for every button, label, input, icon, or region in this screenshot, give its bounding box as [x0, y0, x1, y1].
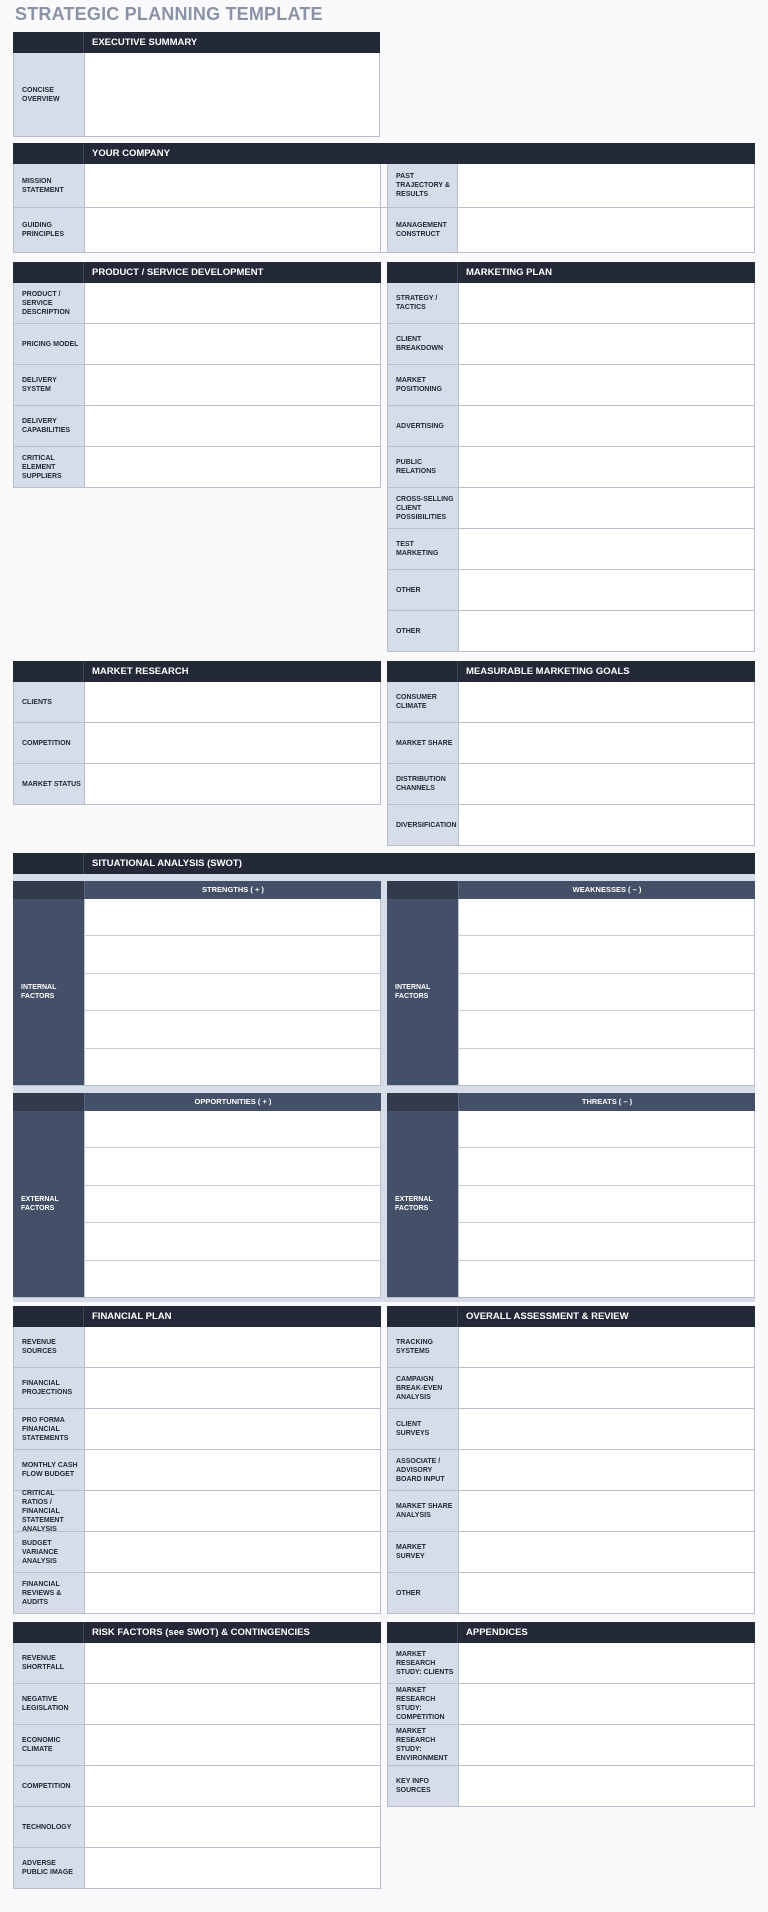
input-cell[interactable]	[459, 1766, 754, 1806]
row-label: MISSION STATEMENT	[14, 164, 85, 207]
input-cell[interactable]	[458, 208, 754, 252]
row-label: STRATEGY / TACTICS	[388, 283, 459, 323]
section-title: RISK FACTORS (see SWOT) & CONTINGENCIES	[92, 1627, 310, 1638]
form-row	[388, 611, 754, 652]
section-title: MARKETING PLAN	[466, 267, 553, 278]
input-cell[interactable]	[85, 1327, 380, 1367]
input-cell[interactable]	[459, 570, 754, 610]
form-row	[14, 1848, 380, 1889]
input-cell[interactable]	[85, 1807, 380, 1847]
external-factors-label: EXTERNAL FACTORS	[387, 1111, 458, 1297]
section-title: SITUATIONAL ANALYSIS (SWOT)	[92, 858, 242, 869]
form-row	[14, 1684, 380, 1725]
section-header	[13, 32, 380, 53]
form-row	[14, 1766, 380, 1807]
input-cell[interactable]	[458, 164, 754, 207]
form-row	[14, 723, 380, 764]
row-label: MANAGEMENT CONSTRUCT	[387, 208, 458, 252]
your-company-section	[13, 143, 755, 253]
section-header	[13, 143, 755, 164]
input-cell[interactable]	[459, 1327, 754, 1367]
row-label: KEY INFO SOURCES	[388, 1766, 459, 1806]
row-label: CRITICAL RATIOS / FINANCIAL STATEMENT ANALYSIS	[14, 1491, 85, 1531]
row-label: TEST MARKETING	[388, 529, 459, 569]
input-cell[interactable]	[85, 723, 380, 763]
input-cell[interactable]	[85, 1450, 380, 1490]
row-label: COMPETITION	[14, 1766, 85, 1806]
input-cell[interactable]	[84, 1049, 380, 1085]
form-row	[381, 164, 754, 208]
form-row	[14, 208, 380, 253]
row-label: FINANCIAL PROJECTIONS	[14, 1368, 85, 1408]
row-label: MARKET RESEARCH STUDY: COMPETITION	[388, 1684, 459, 1724]
form-row	[388, 1491, 754, 1532]
input-cell[interactable]	[85, 324, 380, 364]
input-cell[interactable]	[458, 1049, 754, 1085]
row-label: DELIVERY SYSTEM	[14, 365, 85, 405]
input-cell[interactable]	[458, 936, 754, 973]
row-label: MARKET SURVEY	[388, 1532, 459, 1572]
row-label: NEGATIVE LEGISLATION	[14, 1684, 85, 1724]
section-title: MEASURABLE MARKETING GOALS	[466, 666, 630, 677]
row-label: CONCISE OVERVIEW	[14, 53, 85, 136]
form-row	[388, 682, 754, 723]
form-row	[388, 805, 754, 846]
input-cell[interactable]	[84, 1261, 380, 1297]
section-header	[13, 1306, 381, 1327]
section-title: EXECUTIVE SUMMARY	[92, 37, 198, 48]
row-label: CAMPAIGN BREAK-EVEN ANALYSIS	[388, 1368, 459, 1408]
form-row	[14, 447, 380, 488]
row-label: MARKET STATUS	[14, 764, 85, 804]
form-row	[14, 1491, 380, 1532]
section-header	[13, 262, 381, 283]
form-row	[388, 1368, 754, 1409]
row-label: OTHER	[388, 570, 459, 610]
row-label: DELIVERY CAPABILITIES	[14, 406, 85, 446]
form-row	[14, 1573, 380, 1614]
input-cell[interactable]	[85, 1532, 380, 1572]
section-header	[387, 262, 755, 283]
input-cell[interactable]	[458, 899, 754, 936]
row-label: DISTRIBUTION CHANNELS	[388, 764, 459, 804]
row-label: MARKET RESEARCH STUDY: ENVIRONMENT	[388, 1725, 459, 1765]
row-label: CONSUMER CLIMATE	[388, 682, 459, 722]
marketing-plan-section	[387, 262, 755, 652]
input-cell[interactable]	[85, 447, 380, 487]
product-service-section	[13, 262, 381, 488]
form-row	[388, 283, 754, 324]
input-cell[interactable]	[85, 406, 380, 446]
form-row	[388, 1725, 754, 1766]
section-title: YOUR COMPANY	[92, 148, 170, 159]
input-cell[interactable]	[84, 1148, 380, 1185]
risk-factors-section	[13, 1622, 381, 1889]
row-label: PAST TRAJECTORY & RESULTS	[387, 164, 458, 207]
input-cell[interactable]	[84, 1011, 380, 1048]
input-cell[interactable]	[84, 899, 380, 936]
input-cell[interactable]	[85, 283, 380, 323]
form-row	[388, 1573, 754, 1614]
form-row	[14, 1532, 380, 1573]
form-row	[388, 1327, 754, 1368]
form-row	[388, 764, 754, 805]
input-cell[interactable]	[85, 208, 380, 252]
input-cell[interactable]	[459, 406, 754, 446]
form-row	[388, 1643, 754, 1684]
input-cell[interactable]	[459, 1491, 754, 1531]
row-label: MARKET POSITIONING	[388, 365, 459, 405]
row-label: ADVERSE PUBLIC IMAGE	[14, 1848, 85, 1888]
input-cell[interactable]	[84, 1186, 380, 1223]
section-title: MARKET RESEARCH	[92, 666, 189, 677]
row-label: PRO FORMA FINANCIAL STATEMENTS	[14, 1409, 85, 1449]
section-header	[13, 853, 755, 874]
input-cell[interactable]	[458, 1261, 754, 1297]
form-row	[381, 208, 754, 253]
input-cell[interactable]	[459, 283, 754, 323]
form-row	[14, 1450, 380, 1491]
row-label: MONTHLY CASH FLOW BUDGET	[14, 1450, 85, 1490]
weaknesses-heading: WEAKNESSES ( – )	[458, 881, 755, 899]
form-row	[388, 406, 754, 447]
input-cell[interactable]	[459, 447, 754, 487]
form-row	[388, 1450, 754, 1491]
form-row	[388, 723, 754, 764]
row-label: ECONOMIC CLIMATE	[14, 1725, 85, 1765]
section-header	[13, 1622, 381, 1643]
opportunities-heading: OPPORTUNITIES ( + )	[84, 1093, 381, 1111]
input-cell[interactable]	[84, 936, 380, 973]
internal-factors-label: INTERNAL FACTORS	[387, 899, 458, 1085]
form-row	[14, 283, 380, 324]
section-header	[387, 1306, 755, 1327]
input-cell[interactable]	[85, 164, 380, 207]
input-cell[interactable]	[459, 1450, 754, 1490]
input-cell[interactable]	[459, 488, 754, 528]
section-title: PRODUCT / SERVICE DEVELOPMENT	[92, 267, 264, 278]
form-row	[14, 1368, 380, 1409]
input-cell[interactable]	[459, 324, 754, 364]
form-row	[14, 1409, 380, 1450]
input-cell[interactable]	[85, 1643, 380, 1683]
row-label: MARKET SHARE	[388, 723, 459, 763]
form-row	[14, 1807, 380, 1848]
input-cell[interactable]	[84, 1111, 380, 1148]
marketing-goals-section	[387, 661, 755, 846]
row-label: MARKET RESEARCH STUDY: CLIENTS	[388, 1643, 459, 1683]
row-label: FINANCIAL REVIEWS & AUDITS	[14, 1573, 85, 1613]
row-label: TECHNOLOGY	[14, 1807, 85, 1847]
form-row	[388, 1684, 754, 1725]
row-label: ADVERTISING	[388, 406, 459, 446]
input-cell[interactable]	[85, 1725, 380, 1765]
form-row	[388, 324, 754, 365]
section-header	[387, 1622, 755, 1643]
input-cell[interactable]	[85, 1409, 380, 1449]
row-label: CLIENT SURVEYS	[388, 1409, 459, 1449]
input-cell[interactable]	[459, 1368, 754, 1408]
internal-factors-label: INTERNAL FACTORS	[13, 899, 84, 1085]
row-label: COMPETITION	[14, 723, 85, 763]
assessment-review-section	[387, 1306, 755, 1614]
input-cell[interactable]	[458, 1011, 754, 1048]
form-row	[388, 1766, 754, 1807]
input-cell[interactable]	[459, 1684, 754, 1724]
section-header	[13, 661, 381, 682]
input-cell[interactable]	[459, 1409, 754, 1449]
form-row	[388, 1532, 754, 1573]
input-cell[interactable]	[459, 805, 754, 845]
row-label: PRICING MODEL	[14, 324, 85, 364]
input-cell[interactable]	[459, 529, 754, 569]
input-cell[interactable]	[85, 764, 380, 804]
swot-opportunities	[13, 1093, 381, 1298]
form-row	[14, 324, 380, 365]
form-row	[14, 164, 380, 208]
input-cell[interactable]	[84, 1223, 380, 1260]
section-title: APPENDICES	[466, 1627, 528, 1638]
input-cell[interactable]	[85, 1491, 380, 1531]
row-label: PUBLIC RELATIONS	[388, 447, 459, 487]
form-row	[14, 365, 380, 406]
form-row	[388, 447, 754, 488]
input-cell[interactable]	[459, 1573, 754, 1613]
input-cell[interactable]	[458, 1148, 754, 1185]
form-row	[388, 529, 754, 570]
row-label: CROSS-SELLING CLIENT POSSIBILITIES	[388, 488, 459, 528]
input-cell[interactable]	[85, 53, 379, 136]
row-label: PRODUCT / SERVICE DESCRIPTION	[14, 283, 85, 323]
row-label: TRACKING SYSTEMS	[388, 1327, 459, 1367]
form-row	[388, 365, 754, 406]
row-label: MARKET SHARE ANALYSIS	[388, 1491, 459, 1531]
form-row	[14, 764, 380, 805]
input-cell[interactable]	[85, 682, 380, 722]
form-row	[14, 53, 379, 137]
row-label: REVENUE SOURCES	[14, 1327, 85, 1367]
input-cell[interactable]	[459, 365, 754, 405]
section-title: FINANCIAL PLAN	[92, 1311, 172, 1322]
input-cell[interactable]	[459, 1643, 754, 1683]
row-label: CRITICAL ELEMENT SUPPLIERS	[14, 447, 85, 487]
form-row	[14, 1643, 380, 1684]
input-cell[interactable]	[85, 1684, 380, 1724]
section-title: OVERALL ASSESSMENT & REVIEW	[466, 1311, 629, 1322]
input-cell[interactable]	[85, 1573, 380, 1613]
input-cell[interactable]	[459, 764, 754, 804]
form-row	[14, 1327, 380, 1368]
row-label: ASSOCIATE / ADVISORY BOARD INPUT	[388, 1450, 459, 1490]
row-label: CLIENT BREAKDOWN	[388, 324, 459, 364]
strengths-heading: STRENGTHS ( + )	[84, 881, 381, 899]
input-cell[interactable]	[85, 1766, 380, 1806]
input-cell[interactable]	[85, 1368, 380, 1408]
market-research-section	[13, 661, 381, 805]
row-label: OTHER	[388, 1573, 459, 1613]
swot-strengths	[13, 881, 381, 1086]
row-label: GUIDING PRINCIPLES	[14, 208, 85, 252]
row-label: OTHER	[388, 611, 459, 651]
form-row	[388, 488, 754, 529]
input-cell[interactable]	[459, 1532, 754, 1572]
executive-summary-section	[13, 32, 380, 137]
form-row	[14, 682, 380, 723]
input-cell[interactable]	[85, 1848, 380, 1888]
form-row	[388, 570, 754, 611]
form-row	[388, 1409, 754, 1450]
row-label: CLIENTS	[14, 682, 85, 722]
financial-plan-section	[13, 1306, 381, 1614]
input-cell[interactable]	[84, 974, 380, 1011]
input-cell[interactable]	[458, 1186, 754, 1223]
section-header	[387, 661, 755, 682]
threats-heading: THREATS ( – )	[458, 1093, 755, 1111]
form-row	[14, 1725, 380, 1766]
input-cell[interactable]	[458, 974, 754, 1011]
row-label: DIVERSIFICATION	[388, 805, 459, 845]
input-cell[interactable]	[459, 1725, 754, 1765]
appendices-section	[387, 1622, 755, 1807]
input-cell[interactable]	[459, 723, 754, 763]
input-cell[interactable]	[459, 682, 754, 722]
form-row	[14, 406, 380, 447]
input-cell[interactable]	[458, 1223, 754, 1260]
page-title: STRATEGIC PLANNING TEMPLATE	[15, 4, 323, 24]
input-cell[interactable]	[458, 1111, 754, 1148]
swot-threats	[387, 1093, 755, 1298]
swot-weaknesses	[387, 881, 755, 1086]
row-label: BUDGET VARIANCE ANALYSIS	[14, 1532, 85, 1572]
input-cell[interactable]	[85, 365, 380, 405]
external-factors-label: EXTERNAL FACTORS	[13, 1111, 84, 1297]
swot-section	[13, 853, 755, 874]
input-cell[interactable]	[459, 611, 754, 651]
row-label: REVENUE SHORTFALL	[14, 1643, 85, 1683]
